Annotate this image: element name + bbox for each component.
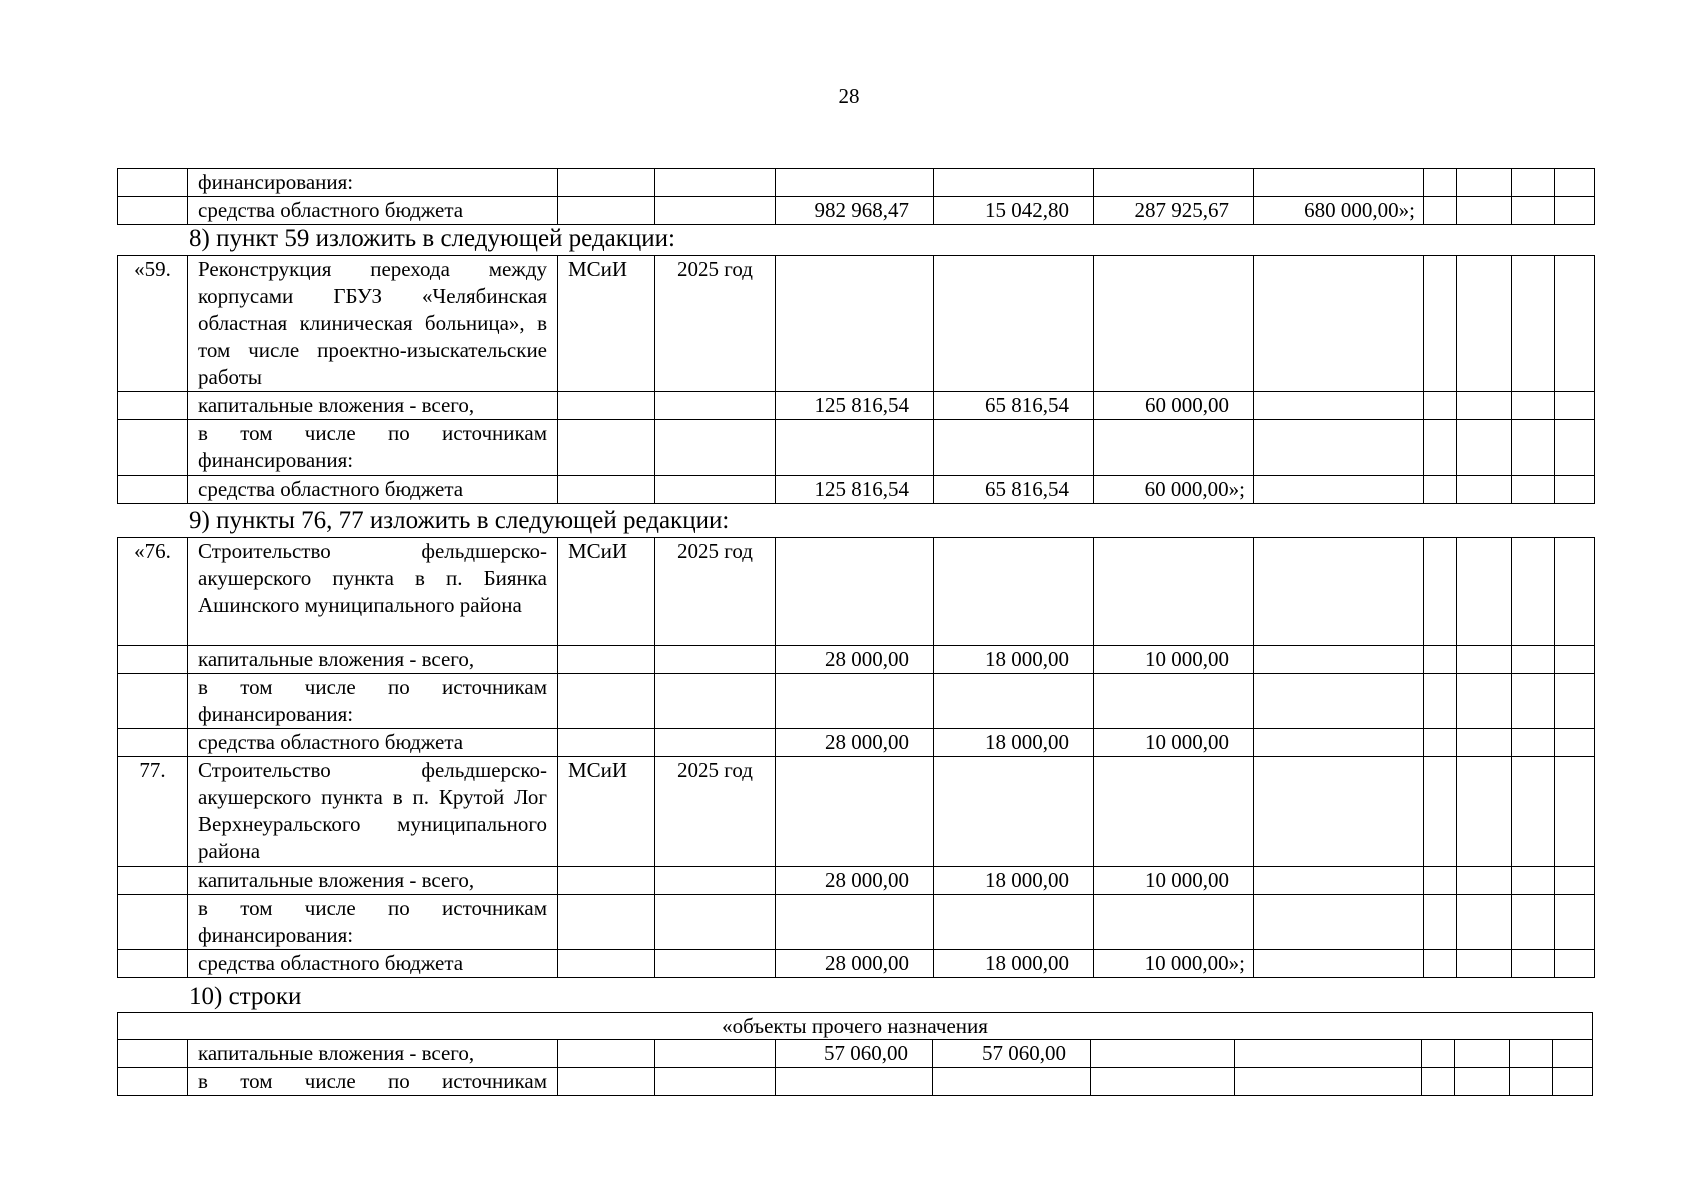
table-row — [118, 420, 1595, 476]
row-total: 125 816,54 — [776, 392, 934, 420]
row-year3 — [1254, 757, 1424, 867]
empty-cell — [1424, 538, 1457, 646]
row-number — [118, 950, 188, 978]
row-total — [776, 420, 934, 476]
row-year2: 60 000,00»; — [1094, 476, 1254, 504]
empty-cell — [1424, 256, 1457, 392]
empty-cell — [1555, 169, 1595, 197]
row-number — [118, 729, 188, 757]
empty-cell — [1555, 256, 1595, 392]
row-year2 — [1094, 256, 1254, 392]
row-year2 — [1094, 169, 1254, 197]
empty-cell — [1457, 646, 1512, 674]
empty-cell — [1424, 729, 1457, 757]
table-item-59 — [117, 255, 1595, 504]
table-other-objects — [117, 1012, 1593, 1096]
row-organization — [558, 646, 655, 674]
row-total — [776, 674, 934, 729]
row-description: в том числе по источникам — [188, 1068, 558, 1096]
row-number — [118, 392, 188, 420]
row-year2 — [1091, 1040, 1235, 1068]
row-description: в том числе по источникам финансирования: — [188, 895, 558, 950]
row-year1 — [934, 256, 1094, 392]
row-description: капитальные вложения - всего, — [188, 1040, 558, 1068]
row-total — [776, 256, 934, 392]
row-number: «76. — [118, 538, 188, 646]
row-description: средства областного бюджета — [188, 197, 558, 225]
row-number — [118, 197, 188, 225]
row-description: в том числе по источникам финансирования: — [188, 674, 558, 729]
table-row — [118, 169, 1595, 197]
table-row — [118, 867, 1595, 895]
row-year1: 18 000,00 — [934, 646, 1094, 674]
row-description: в том числе по источникам финансирования: — [188, 420, 558, 476]
section-row — [118, 1013, 1593, 1040]
row-total — [776, 895, 934, 950]
row-number — [118, 169, 188, 197]
empty-cell — [1457, 420, 1512, 476]
table-row — [118, 895, 1595, 950]
row-year — [655, 197, 776, 225]
empty-cell — [1424, 392, 1457, 420]
row-year2 — [1094, 895, 1254, 950]
table-row — [118, 646, 1595, 674]
row-total — [776, 1068, 933, 1096]
row-organization — [558, 169, 655, 197]
empty-cell — [1422, 1040, 1455, 1068]
empty-cell — [1555, 674, 1595, 729]
row-year3 — [1254, 392, 1424, 420]
row-year2: 10 000,00 — [1094, 729, 1254, 757]
table-row — [118, 392, 1595, 420]
row-organization — [558, 867, 655, 895]
empty-cell — [1455, 1040, 1510, 1068]
row-year1: 65 816,54 — [934, 476, 1094, 504]
row-organization — [558, 895, 655, 950]
heading-item-9: 9) пункты 76, 77 изложить в следующей редакции: — [189, 507, 730, 534]
row-year3 — [1254, 646, 1424, 674]
table-row — [118, 1040, 1593, 1068]
table-row — [118, 729, 1595, 757]
row-year — [655, 1068, 776, 1096]
row-organization — [558, 1068, 655, 1096]
row-year — [655, 169, 776, 197]
row-year2 — [1091, 1068, 1235, 1096]
row-year — [655, 476, 776, 504]
section-title: «объекты прочего назначения — [118, 1013, 1593, 1040]
row-number — [118, 867, 188, 895]
row-year2 — [1094, 674, 1254, 729]
empty-cell — [1555, 895, 1595, 950]
row-description: финансирования: — [188, 169, 558, 197]
empty-cell — [1555, 950, 1595, 978]
empty-cell — [1457, 757, 1512, 867]
empty-cell — [1457, 256, 1512, 392]
empty-cell — [1555, 646, 1595, 674]
row-year2 — [1094, 538, 1254, 646]
row-organization — [558, 674, 655, 729]
row-year — [655, 950, 776, 978]
row-year3 — [1254, 538, 1424, 646]
empty-cell — [1555, 197, 1595, 225]
row-year: 2025 год — [655, 538, 776, 646]
table-row — [118, 476, 1595, 504]
row-year1 — [934, 895, 1094, 950]
empty-cell — [1512, 867, 1555, 895]
row-total: 125 816,54 — [776, 476, 934, 504]
row-organization — [558, 729, 655, 757]
row-year2: 287 925,67 — [1094, 197, 1254, 225]
empty-cell — [1424, 757, 1457, 867]
empty-cell — [1422, 1068, 1455, 1096]
row-year1 — [934, 538, 1094, 646]
table-row — [118, 950, 1595, 978]
row-year1: 18 000,00 — [934, 867, 1094, 895]
empty-cell — [1457, 538, 1512, 646]
table-row — [118, 538, 1595, 646]
row-number: «59. — [118, 256, 188, 392]
empty-cell — [1553, 1068, 1593, 1096]
empty-cell — [1512, 476, 1555, 504]
row-total — [776, 538, 934, 646]
row-description: средства областного бюджета — [188, 950, 558, 978]
empty-cell — [1424, 169, 1457, 197]
row-year — [655, 729, 776, 757]
row-year — [655, 867, 776, 895]
heading-item-8: 8) пункт 59 изложить в следующей редакции: — [189, 225, 675, 252]
empty-cell — [1457, 729, 1512, 757]
row-total — [776, 757, 934, 867]
row-number — [118, 476, 188, 504]
row-total: 982 968,47 — [776, 197, 934, 225]
empty-cell — [1457, 392, 1512, 420]
row-year1 — [934, 757, 1094, 867]
row-year — [655, 1040, 776, 1068]
empty-cell — [1424, 950, 1457, 978]
empty-cell — [1512, 950, 1555, 978]
empty-cell — [1512, 392, 1555, 420]
row-year1: 18 000,00 — [934, 729, 1094, 757]
empty-cell — [1555, 476, 1595, 504]
empty-cell — [1510, 1068, 1553, 1096]
row-year3 — [1254, 256, 1424, 392]
empty-cell — [1512, 256, 1555, 392]
row-year1: 57 060,00 — [933, 1040, 1091, 1068]
empty-cell — [1457, 674, 1512, 729]
empty-cell — [1512, 538, 1555, 646]
empty-cell — [1512, 729, 1555, 757]
row-year3 — [1235, 1040, 1422, 1068]
row-year2: 10 000,00 — [1094, 646, 1254, 674]
row-number — [118, 646, 188, 674]
row-description: Строительство фельдшерско-акушерского пункта в п. Крутой Лог Верхнеуральского муниципального района — [188, 757, 558, 867]
row-year3 — [1235, 1068, 1422, 1096]
empty-cell — [1457, 895, 1512, 950]
row-year — [655, 646, 776, 674]
empty-cell — [1555, 867, 1595, 895]
row-organization: МСиИ — [558, 256, 655, 392]
row-year1 — [934, 420, 1094, 476]
empty-cell — [1424, 895, 1457, 950]
empty-cell — [1512, 895, 1555, 950]
empty-cell — [1457, 950, 1512, 978]
table-row — [118, 256, 1595, 392]
row-year3 — [1254, 729, 1424, 757]
row-organization: МСиИ — [558, 538, 655, 646]
table-row — [118, 757, 1595, 867]
empty-cell — [1510, 1040, 1553, 1068]
row-year — [655, 674, 776, 729]
row-total — [776, 169, 934, 197]
row-year3 — [1254, 950, 1424, 978]
row-total: 28 000,00 — [776, 867, 934, 895]
row-year2 — [1094, 757, 1254, 867]
row-number — [118, 1068, 188, 1096]
empty-cell — [1553, 1040, 1593, 1068]
empty-cell — [1457, 197, 1512, 225]
row-year3 — [1254, 867, 1424, 895]
empty-cell — [1457, 476, 1512, 504]
row-year3: 680 000,00»; — [1254, 197, 1424, 225]
row-year — [655, 895, 776, 950]
page-number: 28 — [838, 84, 860, 108]
row-year2: 60 000,00 — [1094, 392, 1254, 420]
table-row — [118, 1068, 1593, 1096]
row-organization — [558, 420, 655, 476]
row-description: Строительство фельдшерско-акушерского пункта в п. Биянка Ашинского муниципального района — [188, 538, 558, 646]
row-year — [655, 420, 776, 476]
row-description: Реконструкция перехода между корпусами ГБУЗ «Челябинская областная клиническая больница», в том числе проектно-изыскательские работы — [188, 256, 558, 392]
table-continuation — [117, 168, 1595, 225]
table-row — [118, 197, 1595, 225]
row-year1 — [934, 674, 1094, 729]
row-year: 2025 год — [655, 757, 776, 867]
row-description: капитальные вложения - всего, — [188, 646, 558, 674]
row-year3 — [1254, 674, 1424, 729]
row-number — [118, 420, 188, 476]
row-year1: 65 816,54 — [934, 392, 1094, 420]
empty-cell — [1424, 476, 1457, 504]
empty-cell — [1424, 674, 1457, 729]
row-organization — [558, 476, 655, 504]
empty-cell — [1512, 646, 1555, 674]
empty-cell — [1555, 420, 1595, 476]
empty-cell — [1512, 197, 1555, 225]
row-organization — [558, 197, 655, 225]
table-row — [118, 674, 1595, 729]
empty-cell — [1457, 867, 1512, 895]
row-year3 — [1254, 476, 1424, 504]
empty-cell — [1424, 197, 1457, 225]
row-number: 77. — [118, 757, 188, 867]
row-number — [118, 895, 188, 950]
table-items-76-77 — [117, 537, 1595, 978]
row-description: средства областного бюджета — [188, 729, 558, 757]
row-organization — [558, 950, 655, 978]
empty-cell — [1555, 538, 1595, 646]
row-year: 2025 год — [655, 256, 776, 392]
row-year2 — [1094, 420, 1254, 476]
empty-cell — [1555, 729, 1595, 757]
empty-cell — [1512, 757, 1555, 867]
heading-item-10: 10) строки — [189, 983, 302, 1010]
row-year2: 10 000,00»; — [1094, 950, 1254, 978]
row-total: 28 000,00 — [776, 950, 934, 978]
empty-cell — [1512, 420, 1555, 476]
row-organization — [558, 1040, 655, 1068]
row-organization: МСиИ — [558, 757, 655, 867]
row-year1: 18 000,00 — [934, 950, 1094, 978]
row-organization — [558, 392, 655, 420]
row-year — [655, 392, 776, 420]
row-total: 28 000,00 — [776, 729, 934, 757]
row-year2: 10 000,00 — [1094, 867, 1254, 895]
empty-cell — [1512, 169, 1555, 197]
row-total: 28 000,00 — [776, 646, 934, 674]
empty-cell — [1555, 757, 1595, 867]
empty-cell — [1424, 646, 1457, 674]
row-description: капитальные вложения - всего, — [188, 867, 558, 895]
row-total: 57 060,00 — [776, 1040, 933, 1068]
empty-cell — [1512, 674, 1555, 729]
empty-cell — [1424, 420, 1457, 476]
row-number — [118, 1040, 188, 1068]
row-description: капитальные вложения - всего, — [188, 392, 558, 420]
row-year3 — [1254, 420, 1424, 476]
empty-cell — [1457, 169, 1512, 197]
empty-cell — [1555, 392, 1595, 420]
row-year1 — [933, 1068, 1091, 1096]
row-number — [118, 674, 188, 729]
row-year1 — [934, 169, 1094, 197]
empty-cell — [1424, 867, 1457, 895]
empty-cell — [1455, 1068, 1510, 1096]
row-description: средства областного бюджета — [188, 476, 558, 504]
row-year1: 15 042,80 — [934, 197, 1094, 225]
row-year3 — [1254, 169, 1424, 197]
row-year3 — [1254, 895, 1424, 950]
